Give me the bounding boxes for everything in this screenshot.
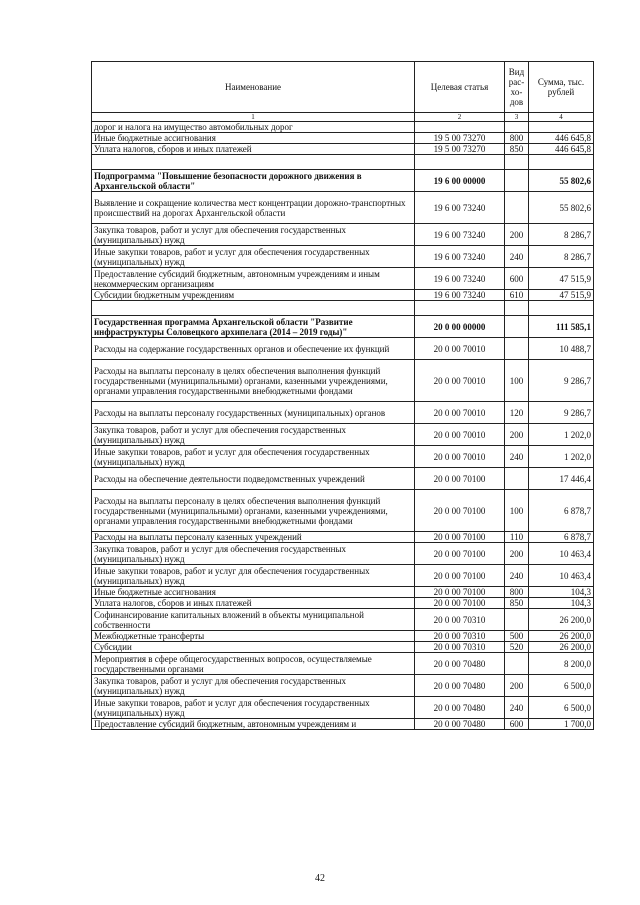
header-name: Наименование xyxy=(92,62,415,113)
row-code: 19 6 00 73240 xyxy=(415,268,505,290)
row-kind: 520 xyxy=(505,642,529,653)
row-kind: 240 xyxy=(505,446,529,468)
row-kind: 100 xyxy=(505,490,529,532)
table-row xyxy=(92,224,594,246)
column-number: 3 xyxy=(505,113,529,122)
row-sum: 10 463,4 xyxy=(529,565,594,587)
row-kind: 800 xyxy=(505,587,529,598)
row-code: 20 0 00 70480 xyxy=(415,675,505,697)
table-row xyxy=(92,675,594,697)
table-row xyxy=(92,424,594,446)
row-sum: 8 286,7 xyxy=(529,246,594,268)
table-row xyxy=(92,598,594,609)
row-name: Расходы на содержание государственных органов и обеспечение их функций xyxy=(92,338,415,360)
row-code: 20 0 00 70010 xyxy=(415,338,505,360)
column-number: 1 xyxy=(92,113,415,122)
table-row xyxy=(92,532,594,543)
row-name: Предоставление субсидий бюджетным, автономным учреждениям и xyxy=(92,719,415,730)
row-kind xyxy=(505,122,529,133)
row-sum: 10 488,7 xyxy=(529,338,594,360)
row-name: Иные бюджетные ассигнования xyxy=(92,587,415,598)
row-kind xyxy=(505,653,529,675)
row-code: 20 0 00 00000 xyxy=(415,316,505,338)
table-row xyxy=(92,338,594,360)
row-name: Софинансирование капитальных вложений в объекты муниципальной собственности xyxy=(92,609,415,631)
row-kind: 240 xyxy=(505,246,529,268)
header-code: Целевая статья xyxy=(415,62,505,113)
row-code: 20 0 00 70480 xyxy=(415,697,505,719)
table-row xyxy=(92,290,594,301)
table-row xyxy=(92,122,594,133)
table-header xyxy=(92,62,594,122)
row-kind: 850 xyxy=(505,144,529,155)
row-kind: 850 xyxy=(505,598,529,609)
column-number: 2 xyxy=(415,113,505,122)
table-row xyxy=(92,719,594,730)
row-code: 19 5 00 73270 xyxy=(415,144,505,155)
row-code: 20 0 00 70100 xyxy=(415,565,505,587)
row-code: 20 0 00 70310 xyxy=(415,642,505,653)
row-sum: 6 500,0 xyxy=(529,697,594,719)
row-name xyxy=(92,155,415,170)
row-sum xyxy=(529,122,594,133)
row-kind: 240 xyxy=(505,565,529,587)
row-kind: 200 xyxy=(505,675,529,697)
column-number-row xyxy=(92,113,594,122)
row-name: Закупка товаров, работ и услуг для обеспечения государственных (муниципальных) нужд xyxy=(92,424,415,446)
row-code: 20 0 00 70100 xyxy=(415,532,505,543)
row-kind: 200 xyxy=(505,424,529,446)
row-sum: 104,3 xyxy=(529,587,594,598)
row-sum: 1 202,0 xyxy=(529,424,594,446)
row-sum: 111 585,1 xyxy=(529,316,594,338)
row-code: 20 0 00 70310 xyxy=(415,631,505,642)
row-sum: 1 202,0 xyxy=(529,446,594,468)
row-sum: 6 500,0 xyxy=(529,675,594,697)
row-kind: 240 xyxy=(505,697,529,719)
row-name: Уплата налогов, сборов и иных платежей xyxy=(92,598,415,609)
table-row xyxy=(92,268,594,290)
row-kind xyxy=(505,338,529,360)
table-row xyxy=(92,144,594,155)
row-name: Закупка товаров, работ и услуг для обеспечения государственных (муниципальных) нужд xyxy=(92,224,415,246)
row-code: 20 0 00 70100 xyxy=(415,543,505,565)
row-kind: 600 xyxy=(505,719,529,730)
row-name: Предоставление субсидий бюджетным, автономным учреждениям и иным некоммерческим организациям xyxy=(92,268,415,290)
row-name: Мероприятия в сфере общегосударственных вопросов, осуществляемые государственными органами xyxy=(92,653,415,675)
row-sum: 6 878,7 xyxy=(529,490,594,532)
row-code: 20 0 00 70010 xyxy=(415,402,505,424)
table-row xyxy=(92,631,594,642)
row-code: 19 5 00 73270 xyxy=(415,133,505,144)
row-kind: 200 xyxy=(505,543,529,565)
table-row xyxy=(92,192,594,224)
row-name xyxy=(92,301,415,316)
table-body xyxy=(92,122,594,730)
spacer-row xyxy=(92,301,594,316)
row-sum: 47 515,9 xyxy=(529,268,594,290)
row-name: Иные закупки товаров, работ и услуг для обеспечения государственных (муниципальных) нужд xyxy=(92,565,415,587)
row-name: Межбюджетные трансферты xyxy=(92,631,415,642)
table-row xyxy=(92,697,594,719)
row-code: 20 0 00 70100 xyxy=(415,490,505,532)
row-name: Иные бюджетные ассигнования xyxy=(92,133,415,144)
row-code: 20 0 00 70100 xyxy=(415,587,505,598)
table-row xyxy=(92,653,594,675)
row-name: Иные закупки товаров, работ и услуг для обеспечения государственных (муниципальных) нужд xyxy=(92,446,415,468)
row-code: 19 6 00 00000 xyxy=(415,170,505,192)
row-name: Выявление и сокращение количества мест концентрации дорожно-транспортных происшествий на дорогах Архангельской области xyxy=(92,192,415,224)
row-sum: 8 286,7 xyxy=(529,224,594,246)
row-name: Подпрограмма "Повышение безопасности дорожного движения в Архангельской области" xyxy=(92,170,415,192)
table-row xyxy=(92,543,594,565)
row-kind: 100 xyxy=(505,360,529,402)
row-name: Расходы на выплаты персоналу казенных учреждений xyxy=(92,532,415,543)
row-kind: 500 xyxy=(505,631,529,642)
row-code: 20 0 00 70010 xyxy=(415,360,505,402)
row-kind: 120 xyxy=(505,402,529,424)
row-kind: 600 xyxy=(505,268,529,290)
row-sum: 9 286,7 xyxy=(529,360,594,402)
row-sum: 26 200,0 xyxy=(529,631,594,642)
row-code: 20 0 00 70480 xyxy=(415,719,505,730)
row-kind xyxy=(505,301,529,316)
row-kind xyxy=(505,155,529,170)
row-name: Расходы на обеспечение деятельности подведомственных учреждений xyxy=(92,468,415,490)
row-sum: 1 700,0 xyxy=(529,719,594,730)
row-sum: 6 878,7 xyxy=(529,532,594,543)
row-code: 20 0 00 70100 xyxy=(415,598,505,609)
row-sum: 446 645,8 xyxy=(529,144,594,155)
row-kind xyxy=(505,316,529,338)
row-sum: 26 200,0 xyxy=(529,609,594,631)
row-code xyxy=(415,301,505,316)
row-code: 19 6 00 73240 xyxy=(415,192,505,224)
row-name: Уплата налогов, сборов и иных платежей xyxy=(92,144,415,155)
column-number: 4 xyxy=(529,113,594,122)
row-code: 20 0 00 70100 xyxy=(415,468,505,490)
row-sum: 55 802,6 xyxy=(529,192,594,224)
page-number: 42 xyxy=(315,873,325,884)
row-kind: 200 xyxy=(505,224,529,246)
row-sum: 10 463,4 xyxy=(529,543,594,565)
row-sum: 8 200,0 xyxy=(529,653,594,675)
row-code: 20 0 00 70480 xyxy=(415,653,505,675)
row-code: 20 0 00 70310 xyxy=(415,609,505,631)
table-row xyxy=(92,170,594,192)
row-code: 19 6 00 73240 xyxy=(415,224,505,246)
row-code: 19 6 00 73240 xyxy=(415,290,505,301)
budget-table xyxy=(91,61,594,730)
row-code: 20 0 00 70010 xyxy=(415,424,505,446)
table-row xyxy=(92,246,594,268)
row-name: Иные закупки товаров, работ и услуг для обеспечения государственных (муниципальных) нужд xyxy=(92,697,415,719)
row-code xyxy=(415,122,505,133)
table-row xyxy=(92,468,594,490)
table-row xyxy=(92,316,594,338)
row-kind: 800 xyxy=(505,133,529,144)
table-row xyxy=(92,360,594,402)
table-row xyxy=(92,490,594,532)
table-row xyxy=(92,446,594,468)
header-row xyxy=(92,62,594,113)
row-sum: 17 446,4 xyxy=(529,468,594,490)
row-name: Государственная программа Архангельской области "Развитие инфраструктуры Соловецкого архипелага (2014 – 2019 годы)" xyxy=(92,316,415,338)
row-sum: 9 286,7 xyxy=(529,402,594,424)
header-sum: Сумма, тыс. рублей xyxy=(529,62,594,113)
row-sum: 446 645,8 xyxy=(529,133,594,144)
row-name: Расходы на выплаты персоналу в целях обеспечения выполнения функций государственными (муниципальными) органами, казенными учреждениями, органами управления государственными внебюджетными фондами xyxy=(92,360,415,402)
row-code: 20 0 00 70010 xyxy=(415,446,505,468)
row-sum xyxy=(529,301,594,316)
table-row xyxy=(92,587,594,598)
row-sum: 47 515,9 xyxy=(529,290,594,301)
row-kind xyxy=(505,468,529,490)
row-sum: 104,3 xyxy=(529,598,594,609)
spacer-row xyxy=(92,155,594,170)
row-kind xyxy=(505,192,529,224)
table-row xyxy=(92,642,594,653)
row-kind xyxy=(505,170,529,192)
row-code: 19 6 00 73240 xyxy=(415,246,505,268)
row-name: дорог и налога на имущество автомобильных дорог xyxy=(92,122,415,133)
row-kind xyxy=(505,609,529,631)
table-row xyxy=(92,402,594,424)
table-row xyxy=(92,133,594,144)
row-name: Расходы на выплаты персоналу государственных (муниципальных) органов xyxy=(92,402,415,424)
row-name: Иные закупки товаров, работ и услуг для обеспечения государственных (муниципальных) нужд xyxy=(92,246,415,268)
row-sum: 55 802,6 xyxy=(529,170,594,192)
row-kind: 610 xyxy=(505,290,529,301)
row-name: Расходы на выплаты персоналу в целях обеспечения выполнения функций государственными (муниципальными) органами, казенными учреждениями, органами управления государственными внебюджетными фондами xyxy=(92,490,415,532)
table-row xyxy=(92,565,594,587)
header-kind: Вид рас-хо-дов xyxy=(505,62,529,113)
row-sum xyxy=(529,155,594,170)
row-code xyxy=(415,155,505,170)
row-kind: 110 xyxy=(505,532,529,543)
row-name: Закупка товаров, работ и услуг для обеспечения государственных (муниципальных) нужд xyxy=(92,675,415,697)
row-name: Закупка товаров, работ и услуг для обеспечения государственных (муниципальных) нужд xyxy=(92,543,415,565)
table-row xyxy=(92,609,594,631)
row-name: Субсидии бюджетным учреждениям xyxy=(92,290,415,301)
row-name: Субсидии xyxy=(92,642,415,653)
row-sum: 26 200,0 xyxy=(529,642,594,653)
